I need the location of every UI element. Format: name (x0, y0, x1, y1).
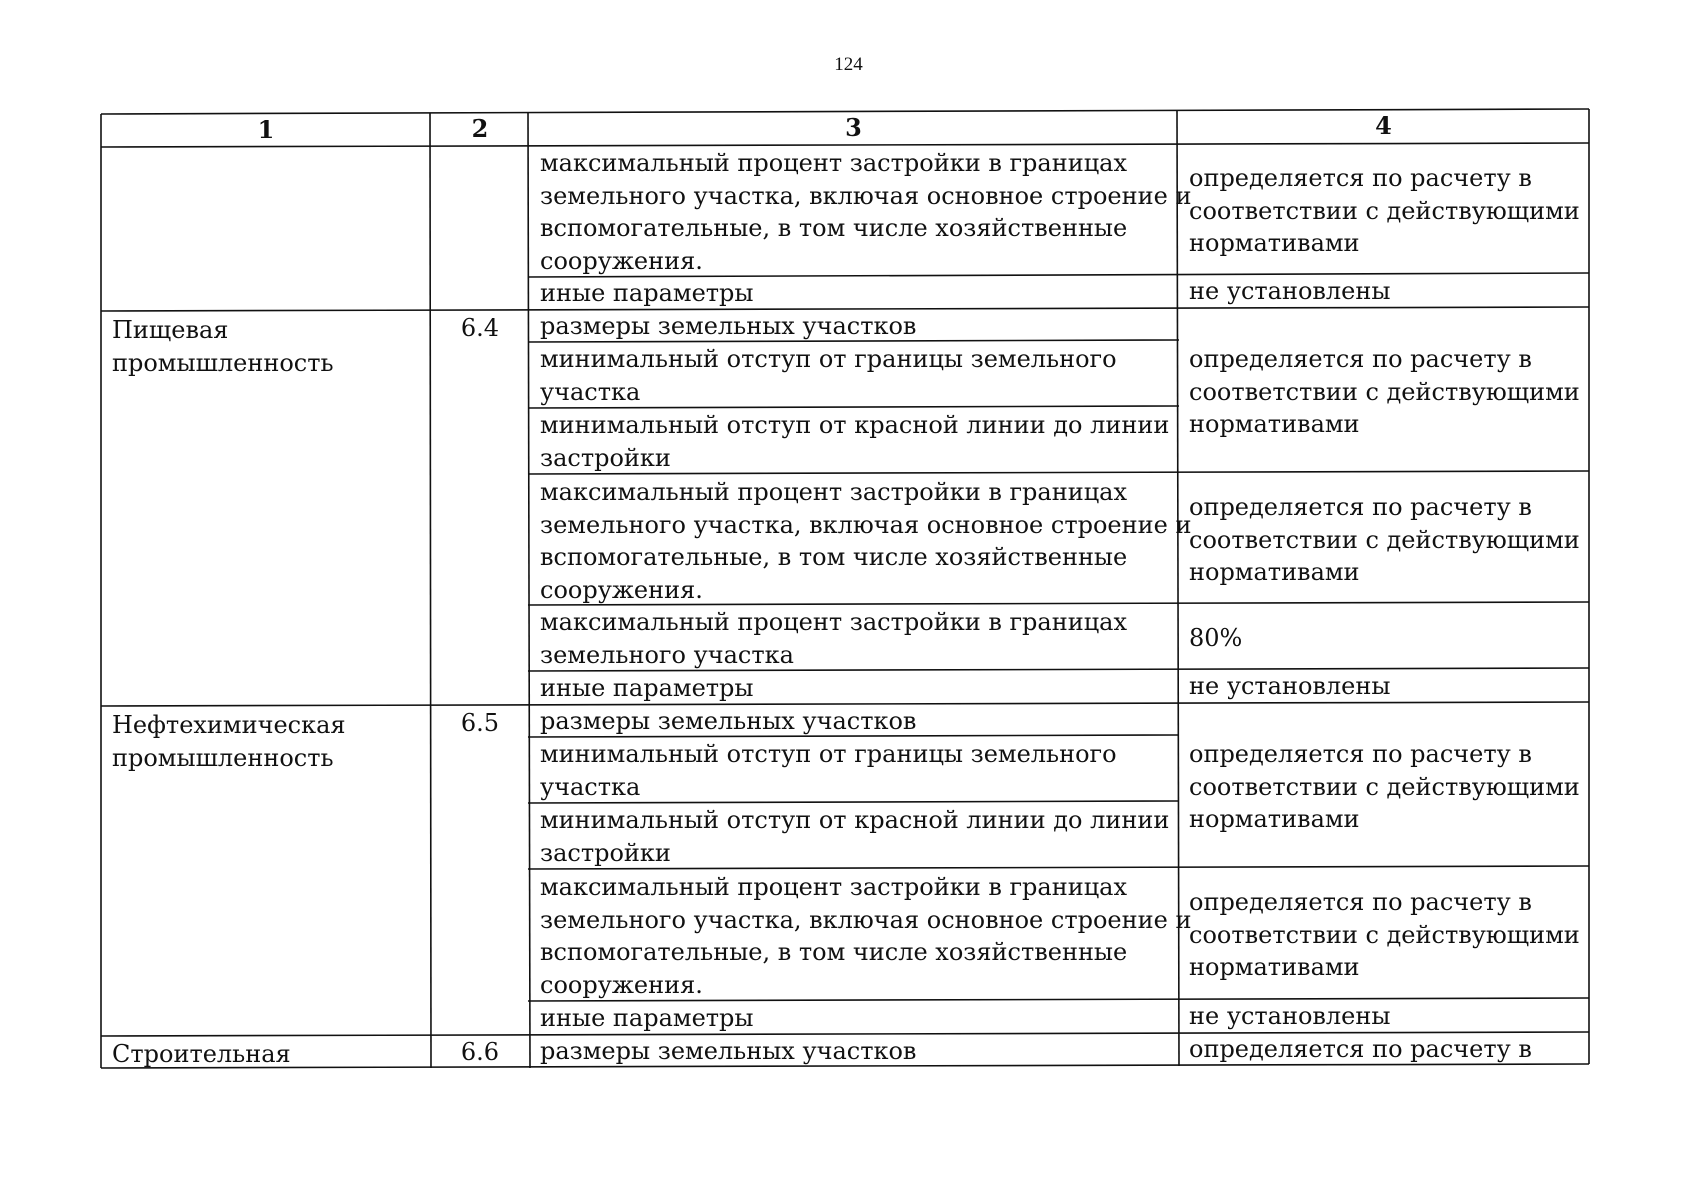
group-name-petrochemical-industry: Нефтехимическая промышленность (112, 711, 346, 772)
continuation-param-2: иные параметры (540, 279, 754, 307)
param-row: минимальный отступ от красной линии до линии застройки (540, 806, 1170, 867)
value-cell: определяется по расчету в соответствии с действующими нормативами (1189, 345, 1580, 438)
param-row: минимальный отступ от красной линии до линии застройки (540, 411, 1170, 472)
param-row: минимальный отступ от границы земельного участка (540, 345, 1117, 406)
header-col-4: 4 (1375, 111, 1392, 140)
page-number: 124 (834, 54, 863, 75)
param-row: размеры земельных участков (540, 1037, 917, 1065)
value-cell: не установлены (1189, 1002, 1391, 1030)
continuation-param-1: максимальный процент застройки в границах земельного участка, включая основное строение и вспомогательные, в том числе хозяйственные сооружения. (540, 149, 1192, 275)
value-cell: 80% (1189, 624, 1243, 652)
group-code-6-5: 6.5 (460, 709, 500, 737)
value-cell: не установлены (1189, 672, 1391, 700)
param-row: иные параметры (540, 674, 754, 702)
header-col-2: 2 (471, 114, 489, 143)
param-row: максимальный процент застройки в границах земельного участка, включая основное строение и вспомогательные, в том числе хозяйственные сооружения. (540, 478, 1192, 604)
continuation-value-1: определяется по расчету в соответствии с действующими нормативами (1189, 164, 1580, 257)
continuation-value-2: не установлены (1189, 277, 1391, 305)
param-row: максимальный процент застройки в границах земельного участка (540, 608, 1127, 669)
param-row: максимальный процент застройки в границах земельного участка, включая основное строение и вспомогательные, в том числе хозяйственные сооружения. (540, 873, 1192, 999)
param-row: размеры земельных участков (540, 707, 917, 735)
value-cell: определяется по расчету в соответствии с действующими нормативами (1189, 888, 1580, 981)
header-col-3: 3 (845, 113, 862, 142)
value-cell: определяется по расчету в соответствии с действующими нормативами (1189, 740, 1580, 833)
value-cell: определяется по расчету в (1189, 1035, 1532, 1063)
param-row: иные параметры (540, 1004, 754, 1032)
group-code-6-6: 6.6 (460, 1038, 500, 1066)
header-col-1: 1 (257, 115, 275, 144)
group-name-food-industry: Пищевая промышленность (112, 316, 334, 377)
group-code-6-4: 6.4 (460, 314, 500, 342)
group-name-construction-industry: Строительная (112, 1040, 291, 1068)
param-row: минимальный отступ от границы земельного участка (540, 740, 1117, 801)
param-row: размеры земельных участков (540, 312, 917, 340)
value-cell: определяется по расчету в соответствии с действующими нормативами (1189, 493, 1580, 586)
